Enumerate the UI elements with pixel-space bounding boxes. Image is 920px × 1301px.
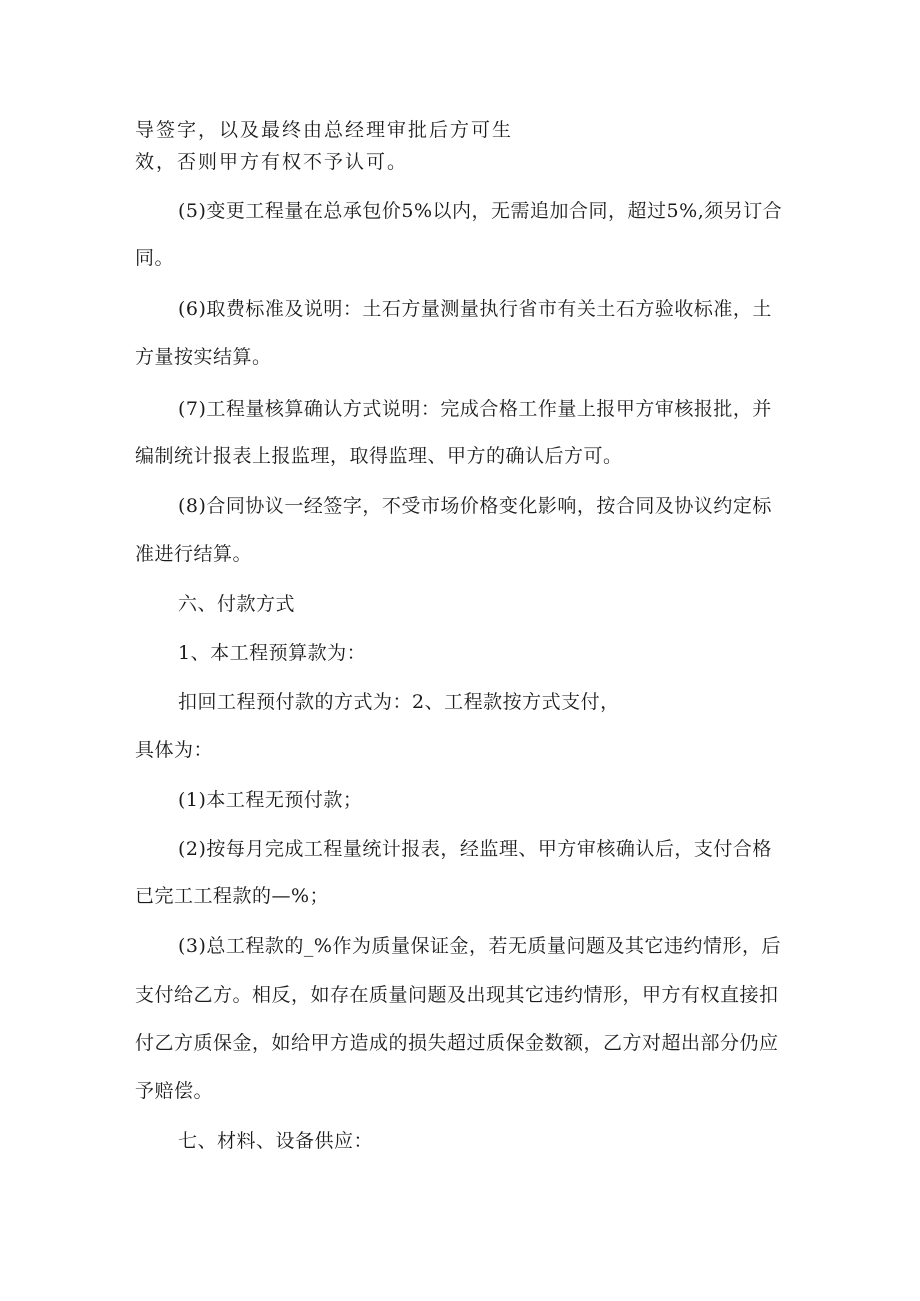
text-line: (7)工程量核算确认方式说明：完成合格工作量上报甲方审核报批，并 xyxy=(178,398,772,420)
text-line: 扣回工程预付款的方式为：2、工程款按方式支付， xyxy=(178,691,620,713)
section-heading: 六、付款方式 xyxy=(178,593,296,615)
text-line: 付乙方质保金，如给甲方造成的损失超过质保金数额，乙方对超出部分仍应 xyxy=(135,1032,779,1054)
section-heading: 七、材料、设备供应： xyxy=(178,1130,374,1152)
text-line: 予赔偿。 xyxy=(135,1080,214,1102)
text-line: 支付给乙方。相反，如存在质量问题及出现其它违约情形，甲方有权直接扣 xyxy=(135,984,779,1006)
text-line: 同。 xyxy=(135,247,175,269)
text-line: 导签字，以及最终由总经理审批后方可生 xyxy=(135,119,514,141)
text-line: 编制统计报表上报监理，取得监理、甲方的确认后方可。 xyxy=(135,445,623,467)
text-line: 1、本工程预算款为： xyxy=(178,642,367,664)
text-line: 效，否则甲方有权不予认可。 xyxy=(135,151,409,173)
text-line: (8)合同协议一经签字，不受市场价格变化影响，按合同及协议约定标 xyxy=(178,495,772,517)
text-line: (5)变更工程量在总承包价5%以内，无需追加合同，超过5%,须另订合 xyxy=(178,200,783,222)
text-line: (2)按每月完成工程量统计报表，经监理、甲方审核确认后，支付合格 xyxy=(178,838,772,860)
text-line: (6)取费标准及说明：土石方量测量执行省市有关土石方验收标准，土 xyxy=(178,298,772,320)
text-line: (1)本工程无预付款； xyxy=(178,789,363,811)
text-line: 方量按实结算。 xyxy=(135,346,272,368)
text-line: 具体为： xyxy=(135,739,214,761)
text-line: 已完工工程款的—%； xyxy=(135,885,330,907)
text-line: (3)总工程款的_%作为质量保证金，若无质量问题及其它违约情形，后 xyxy=(178,935,781,957)
text-line: 准进行结算。 xyxy=(135,543,253,565)
